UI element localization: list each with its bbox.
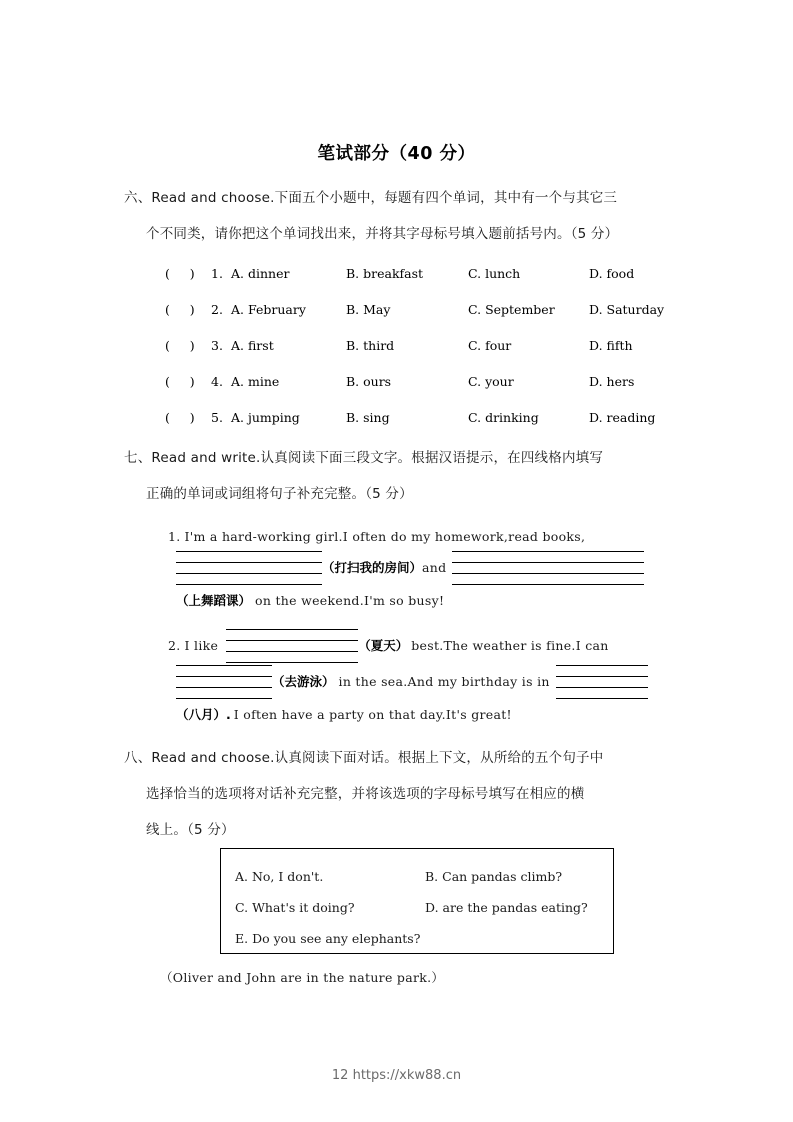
- options-box: [220, 848, 614, 954]
- choice-row[interactable]: [165, 292, 664, 328]
- write-item-2-text-d: I often have a party on that day.It's great!: [233, 707, 512, 722]
- option-b[interactable]: B. Can pandas climb?: [425, 869, 563, 884]
- writing-grid[interactable]: [176, 665, 272, 699]
- write-item-1-line-2: [168, 550, 698, 586]
- write-item-1-hint-2: （上舞蹈课）: [176, 593, 252, 608]
- choice-option-c[interactable]: C. lunch: [468, 266, 521, 281]
- page-footer: 12 https://xkw88.cn: [331, 1068, 462, 1083]
- section-seven-marker: 七、: [124, 450, 152, 466]
- page-title: 笔试部分（40 分）: [317, 144, 476, 164]
- choice-option-c[interactable]: C. four: [468, 338, 512, 353]
- choice-option-c[interactable]: C. September: [468, 302, 555, 317]
- write-item-2: [168, 628, 698, 730]
- choice-number: 1.: [211, 266, 223, 281]
- section-six-heading: [124, 180, 694, 252]
- write-item-1-hint-1: （打扫我的房间）: [322, 560, 423, 575]
- section-eight-prompt-line3: 线上。（5 分）: [146, 822, 235, 838]
- section-seven-prompt-text1: Read and write.认真阅读下面三段文字。根据汉语提示，在四线格内填写: [151, 450, 604, 466]
- choice-option-b[interactable]: B. breakfast: [346, 266, 424, 281]
- answer-bracket[interactable]: ( ): [165, 338, 195, 353]
- write-item-2-line-1: [168, 628, 698, 664]
- write-item-2-hint-3: （八月）.: [176, 707, 231, 722]
- options-row: [235, 892, 613, 923]
- section-seven-prompt-line1: [124, 440, 694, 476]
- write-item-2-text-c: in the sea.And my birthday is in: [338, 674, 550, 689]
- dialogue-intro: （Oliver and John are in the nature park.）: [160, 970, 445, 985]
- choice-row[interactable]: [165, 364, 664, 400]
- choice-option-c[interactable]: C. drinking: [468, 410, 539, 425]
- options-row: [235, 861, 613, 892]
- write-item-2-text-a: I like: [184, 638, 219, 653]
- choice-option-c[interactable]: C. your: [468, 374, 514, 389]
- section-seven-prompt-line2: 正确的单词或词组将句子补充完整。（5 分）: [146, 486, 413, 502]
- options-row: [235, 923, 613, 954]
- write-item-2-number: 2.: [168, 638, 181, 653]
- choice-number: 5.: [211, 410, 223, 425]
- choice-row[interactable]: [165, 328, 664, 364]
- choice-number: 4.: [211, 374, 223, 389]
- choice-option-a[interactable]: A. jumping: [231, 410, 300, 425]
- write-item-1-text-b: on the weekend.I'm so busy!: [255, 593, 445, 608]
- write-item-1-text-a: I'm a hard-working girl.I often do my homework,read books,: [184, 529, 586, 544]
- option-d[interactable]: D. are the pandas eating?: [425, 900, 588, 915]
- answer-bracket[interactable]: ( ): [165, 266, 195, 281]
- choice-option-d[interactable]: D. reading: [589, 410, 656, 425]
- choice-row[interactable]: [165, 256, 664, 292]
- option-c[interactable]: C. What's it doing?: [235, 900, 355, 915]
- section-eight-prompt-line1: [124, 740, 694, 776]
- write-item-1: [168, 524, 698, 616]
- choice-list: [165, 256, 664, 436]
- choice-option-b[interactable]: B. ours: [346, 374, 392, 389]
- choice-number: 3.: [211, 338, 223, 353]
- section-six-prompt-line2: 个不同类，请你把这个单词找出来，并将其字母标号填入题前括号内。（5 分）: [146, 226, 619, 242]
- write-item-2-hint-2: （去游泳）: [272, 674, 335, 689]
- write-item-2-line-2: [168, 664, 698, 700]
- choice-row[interactable]: [165, 400, 664, 436]
- section-six-prompt-text1: Read and choose.下面五个小题中，每题有四个单词，其中有一个与其它三: [151, 190, 618, 206]
- choice-option-b[interactable]: B. sing: [346, 410, 390, 425]
- writing-grid[interactable]: [176, 551, 322, 585]
- section-eight-prompt-text1: Read and choose.认真阅读下面对话。根据上下文，从所给的五个句子中: [151, 750, 604, 766]
- section-seven-heading: [124, 440, 694, 512]
- option-e[interactable]: E. Do you see any elephants?: [235, 931, 421, 946]
- write-item-2-line-3: [168, 700, 698, 730]
- section-eight-marker: 八、: [124, 750, 152, 766]
- choice-option-a[interactable]: A. mine: [231, 374, 280, 389]
- choice-option-a[interactable]: A. February: [231, 302, 306, 317]
- write-item-1-joiner: and: [422, 560, 447, 575]
- write-item-1-line-1: [168, 524, 698, 550]
- answer-bracket[interactable]: ( ): [165, 302, 195, 317]
- writing-grid[interactable]: [452, 551, 644, 585]
- choice-option-d[interactable]: D. fifth: [589, 338, 633, 353]
- write-item-1-line-3: [168, 586, 698, 616]
- choice-option-a[interactable]: A. dinner: [231, 266, 290, 281]
- choice-number: 2.: [211, 302, 223, 317]
- choice-option-d[interactable]: D. hers: [589, 374, 635, 389]
- section-six-prompt-line1: [124, 180, 694, 216]
- answer-bracket[interactable]: ( ): [165, 410, 195, 425]
- section-eight-prompt-line2: 选择恰当的选项将对话补充完整，并将该选项的字母标号填写在相应的横: [146, 786, 585, 802]
- section-six-marker: 六、: [124, 190, 152, 206]
- writing-grid[interactable]: [226, 629, 358, 663]
- choice-option-a[interactable]: A. first: [231, 338, 274, 353]
- writing-grid[interactable]: [556, 665, 648, 699]
- write-item-2-text-b: best.The weather is fine.I can: [411, 638, 609, 653]
- choice-option-b[interactable]: B. third: [346, 338, 395, 353]
- write-item-1-number: 1.: [168, 529, 181, 544]
- answer-bracket[interactable]: ( ): [165, 374, 195, 389]
- write-item-2-hint-1: （夏天）: [358, 638, 409, 653]
- choice-option-d[interactable]: D. Saturday: [589, 302, 665, 317]
- choice-option-b[interactable]: B. May: [346, 302, 391, 317]
- section-eight-heading: [124, 740, 694, 848]
- option-a[interactable]: A. No, I don't.: [235, 869, 324, 884]
- choice-option-d[interactable]: D. food: [589, 266, 635, 281]
